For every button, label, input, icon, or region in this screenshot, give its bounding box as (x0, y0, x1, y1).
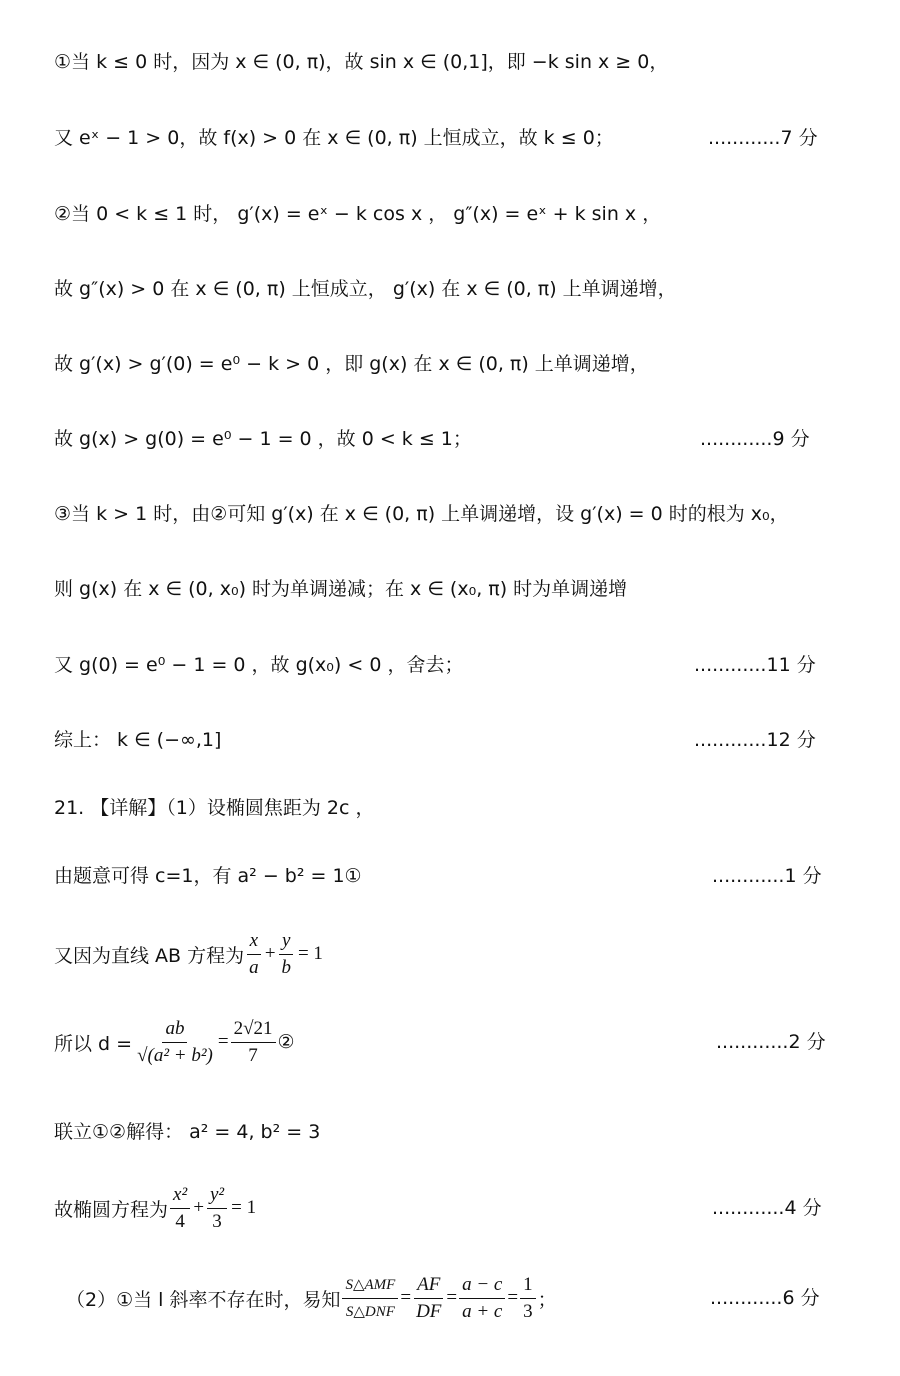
denominator: √(a² + b²) (137, 1044, 213, 1066)
fraction-value (231, 1016, 276, 1069)
solution-line-8 (54, 569, 900, 609)
line-text: 联立①②解得： a² = 4, b² = 3 (54, 1121, 321, 1143)
denominator: a + c (462, 1300, 503, 1322)
line-text: 故 g′(x) > g′(0) = e⁰ − k > 0 ，即 g(x) 在 x ∈ (0, π) 上单调递增， (54, 353, 649, 375)
fraction-area-ratio (342, 1272, 398, 1325)
line-text: ②当 0 < k ≤ 1 时， g′(x) = eˣ − k cos x ， g″(x) = eˣ + k sin x ， (54, 203, 662, 225)
line-text: 又 g(0) = e⁰ − 1 = 0 ，故 g(x₀) < 0 ，舍去； (54, 654, 464, 676)
numerator: S△AMF (342, 1272, 398, 1299)
equation-suffix: ； (537, 1288, 557, 1311)
score-mark: ............7 分 (708, 127, 818, 149)
line-text: 故 g″(x) > 0 在 x ∈ (0, π) 上恒成立， g′(x) 在 x ∈ (0, π) 上单调递增， (54, 278, 677, 300)
fraction-af-over-df (413, 1272, 444, 1325)
equals-sign: = (507, 1287, 519, 1308)
score-mark: ............12 分 (694, 729, 816, 751)
fraction-x-over-a (246, 928, 262, 981)
distance-equation (54, 1010, 900, 1074)
plus-sign: + (263, 943, 277, 964)
solution-line-1 (54, 42, 900, 82)
line-ab-equation (54, 926, 900, 982)
denominator: S△DNF (345, 1303, 395, 1320)
score-mark: ............4 分 (712, 1197, 822, 1219)
solution-line-3 (54, 194, 900, 234)
solution-line-2 (54, 118, 900, 158)
solution-line-6 (54, 419, 900, 459)
numerator: ab (162, 1016, 187, 1043)
line-text: 则 g(x) 在 x ∈ (0, x₀) 时为单调递减；在 x ∈ (x₀, π) 时为单调递增 (54, 578, 628, 600)
numerator: x² (170, 1182, 190, 1209)
numerator: y (279, 928, 293, 955)
solution-line-10 (54, 720, 900, 760)
equals-sign: = (446, 1287, 458, 1308)
solution-line-12 (54, 856, 900, 896)
denominator: DF (416, 1300, 442, 1322)
fraction-y2-over-3 (207, 1182, 227, 1235)
numerator: 1 (520, 1272, 536, 1299)
equation-prefix: 所以 d = (54, 1032, 133, 1055)
equation-rhs: = 1 (231, 1197, 257, 1218)
denominator: 3 (212, 1210, 222, 1232)
solution-line-7 (54, 494, 900, 534)
equals-sign: = (400, 1287, 412, 1308)
equation-prefix: 故椭圆方程为 (54, 1198, 169, 1221)
equation-rhs: = 1 (297, 943, 323, 964)
denominator: a (249, 956, 259, 978)
line-text: 综上： k ∈ (−∞,1] (54, 729, 222, 751)
numerator: AF (414, 1272, 443, 1299)
line-text: 故 g(x) > g(0) = e⁰ − 1 = 0 ，故 0 < k ≤ 1； (54, 428, 472, 450)
denominator: b (281, 956, 291, 978)
solve-line (54, 1112, 900, 1152)
fraction-ab-over-root (134, 1016, 216, 1069)
denominator: 3 (523, 1300, 533, 1322)
area-ratio-equation (66, 1266, 900, 1330)
plus-sign: + (192, 1197, 205, 1218)
line-text: 又 eˣ − 1 > 0，故 f(x) > 0 在 x ∈ (0, π) 上恒成立，故 k ≤ 0； (54, 127, 614, 149)
numerator: 2√21 (231, 1016, 276, 1043)
score-mark: ............6 分 (710, 1287, 820, 1309)
solution-line-4 (54, 269, 900, 309)
equation-prefix: （2）①当 l 斜率不存在时，易知 (66, 1288, 341, 1311)
score-mark: ............1 分 (712, 865, 822, 887)
ellipse-equation (54, 1180, 900, 1236)
equals-sign: = (217, 1031, 229, 1052)
solution-line-5 (54, 344, 900, 384)
fraction-a-minus-c (459, 1272, 505, 1325)
score-mark: ............2 分 (716, 1031, 826, 1053)
numerator: x (247, 928, 261, 955)
line-text: ③当 k > 1 时，由②可知 g′(x) 在 x ∈ (0, π) 上单调递增，设 g′(x) = 0 时的根为 x₀， (54, 503, 789, 525)
line-text: ①当 k ≤ 0 时，因为 x ∈ (0, π)，故 sin x ∈ (0,1]，即 −k sin x ≥ 0， (54, 51, 669, 73)
numerator: y² (207, 1182, 227, 1209)
denominator: 4 (175, 1210, 185, 1232)
fraction-one-third (520, 1272, 536, 1325)
fraction-y-over-b (278, 928, 294, 981)
score-mark: ............9 分 (700, 428, 810, 450)
solution-line-11 (54, 788, 900, 828)
equation-marker: ② (277, 1031, 295, 1053)
fraction-x2-over-4 (170, 1182, 190, 1235)
line-text: 由题意可得 c=1，有 a² − b² = 1① (54, 865, 362, 887)
numerator: a − c (459, 1272, 505, 1299)
equation-prefix: 又因为直线 AB 方程为 (54, 944, 245, 967)
solution-line-9 (54, 645, 900, 685)
score-mark: ............11 分 (694, 654, 816, 676)
line-text: 21. 【详解】（1）设椭圆焦距为 2c ， (54, 797, 375, 819)
denominator: 7 (248, 1044, 258, 1066)
